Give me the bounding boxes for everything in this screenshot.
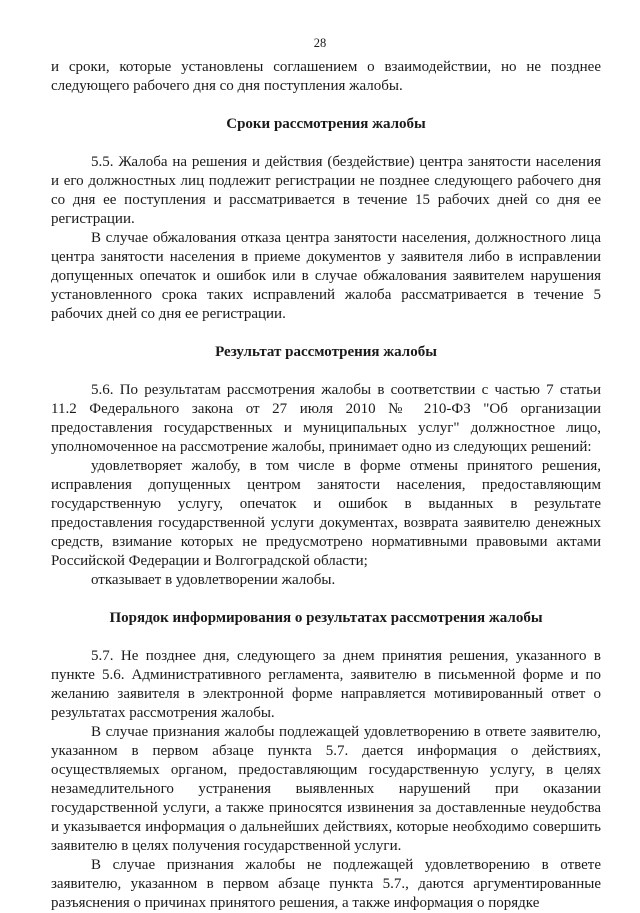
paragraph-5-7: 5.7. Не позднее дня, следующего за днем принятия решения, указанного в пункте 5.6. Административного регламента, заявителю в письменной форме и по желанию заявителя в электронной форме направляется мотивированный ответ о результатах рассмотрения жалобы. <box>51 648 601 721</box>
paragraph-5-7-satisfied: В случае признания жалобы подлежащей удовлетворению в ответе заявителю, указанном в первом абзаце пункта 5.7. дается информация о действиях, осуществляемых органом, предоставляющим государственную услугу, в целях незамедлительного устранения выявленных нарушений при оказании государственной услуги, а также приносятся извинения за доставленные неудобства и указывается информация о дальнейших действиях, которые необходимо совершить заявителю в целях получения государственной услуги. <box>51 724 601 854</box>
paragraph-5-6: 5.6. По результатам рассмотрения жалобы в соответствии с частью 7 статьи 11.2 Федерального закона от 27 июля 2010 № 210-ФЗ "Об организации предоставления государственных и муниципальных услуг" должностное лицо, уполномоченное на рассмотрение жалобы, принимает одно из следующих решений: <box>51 382 601 455</box>
paragraph-continuation: и сроки, которые установлены соглашением о взаимодействии, но не позднее следующего рабочего дня со дня поступления жалобы. <box>51 59 601 94</box>
page-number: 28 <box>313 36 327 50</box>
paragraph-5-6-refuse: отказывает в удовлетворении жалобы. <box>91 572 336 588</box>
paragraph-5-5-refusal: В случае обжалования отказа центра занятости населения, должностного лица центра занятости населения в приеме документов у заявителя либо в исправлении допущенных опечаток и ошибок или в случае обжалования заявителем нарушения установленного срока таких исправлений жалоба рассматривается в течение 5 рабочих дней со дня ее регистрации. <box>51 230 601 322</box>
paragraph-5-6-satisfy: удовлетворяет жалобу, в том числе в форме отмены принятого решения, исправления допущенных центром занятости населения, предоставляющим государственную услугу, опечаток и ошибок в выданных в результате предоставления государственной услуги документах, возврата заявителю денежных средств, взимание которых не предусмотрено нормативными правовыми актами Российской Федерации и Волгоградской области; <box>51 458 601 569</box>
heading-review-result: Результат рассмотрения жалобы <box>215 344 437 360</box>
heading-review-terms: Сроки рассмотрения жалобы <box>226 116 426 132</box>
paragraph-5-5: 5.5. Жалоба на решения и действия (бездействие) центра занятости населения и его должностных лиц подлежит регистрации не позднее следующего рабочего дня со дня ее поступления и рассматривается в течение 15 рабочих дней со дня ее регистрации. <box>51 154 601 227</box>
paragraph-5-7-not-satisfied: В случае признания жалобы не подлежащей удовлетворению в ответе заявителю, указанном в первом абзаце пункта 5.7., даются аргументированные разъяснения о причинах принятого решения, а также информация о порядке <box>51 857 601 911</box>
heading-informing-procedure: Порядок информирования о результатах рассмотрения жалобы <box>109 610 543 626</box>
document-body <box>51 58 601 913</box>
